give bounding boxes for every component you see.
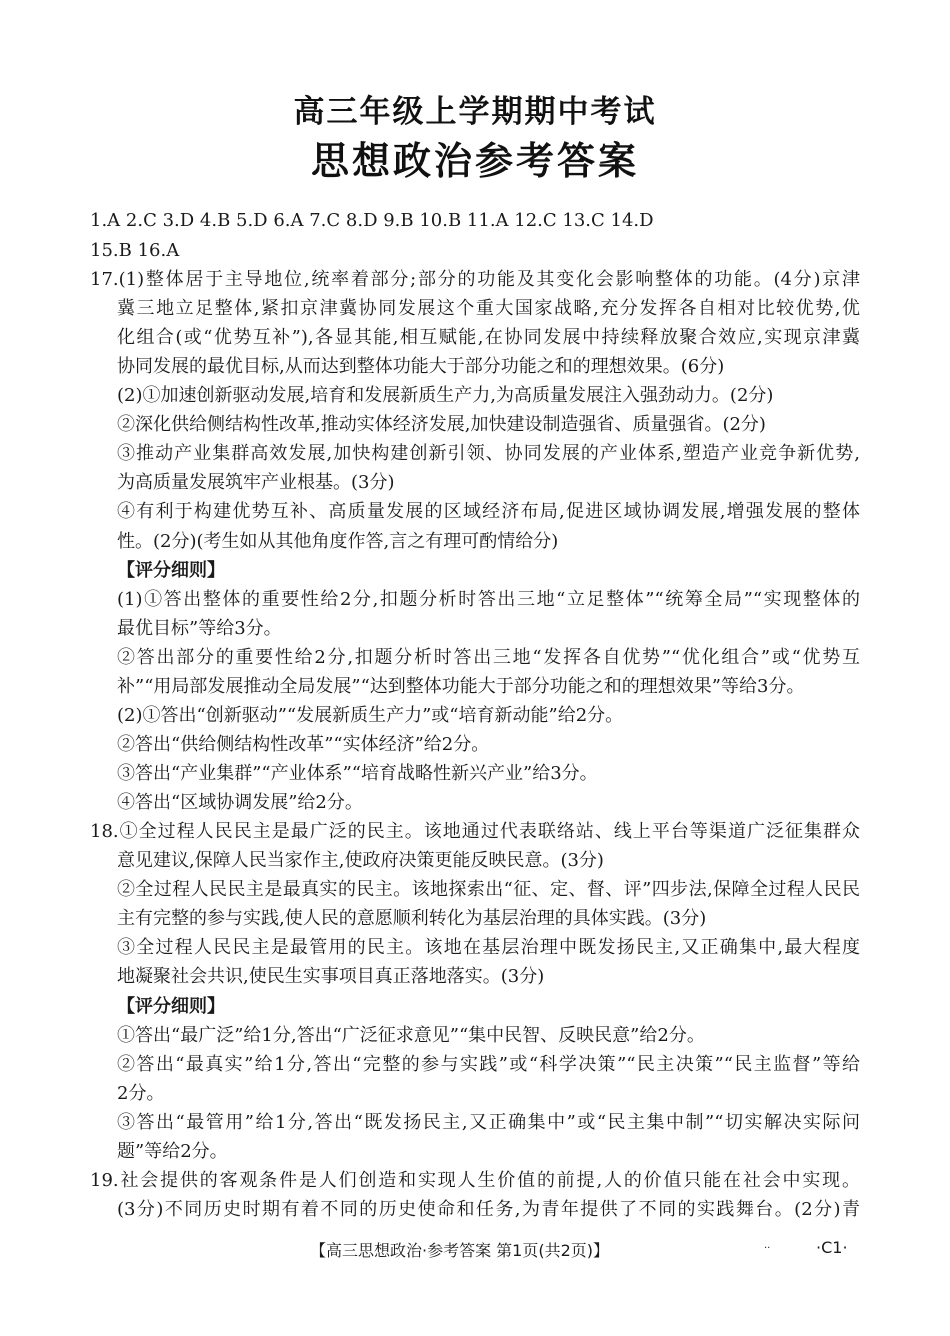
q17-rubric-line: ④答出“区域协调发展”给2分。 [117,792,363,813]
footer-code: ·C1· [816,1238,848,1257]
q18-rubric-line: ②答出“最真实”给1分,答出“完整的参与实践”或“科学决策”“民主决策”“民主监督”等给 [117,1054,860,1075]
rubric-heading: 【评分细则】 [117,560,225,581]
q18-line: 地凝聚社会共识,使民生实事项目真正落地落实。(3分) [117,966,545,987]
q17-rubric-line: ②答出部分的重要性给2分,扣题分析时答出三地“发挥各自优势”“优化组合”或“优势互 [117,647,860,668]
q18-line: 主有完整的参与实践,使人民的意愿顺利转化为基层治理的具体实践。(3分) [117,908,707,929]
rubric-heading: 【评分细则】 [117,996,225,1017]
q19-line: 19.社会提供的客观条件是人们创造和实现人生价值的前提,人的价值只能在社会中实现。 [90,1170,860,1191]
q17-line: (2)①加速创新驱动发展,培育和发展新质生产力,为高质量发展注入强劲动力。(2分) [117,385,774,406]
q17-rubric-line: ③答出“产业集群”“产业体系”“培育战略性新兴产业”给3分。 [117,763,598,784]
q18-rubric-line: 题”等给2分。 [117,1141,228,1162]
answer-key-row: 1.A 2.C 3.D 4.B 5.D 6.A 7.C 8.D 9.B 10.B 11.A 12.C 13.C 14.D [90,210,654,231]
q17-line: ④有利于构建优势互补、高质量发展的区域经济布局,促进区域协调发展,增强发展的整体 [117,501,860,522]
q17-rubric-line: (1)①答出整体的重要性给2分,扣题分析时答出三地“立足整体”“统筹全局”“实现整体的 [117,589,860,610]
q18-rubric-line: ①答出“最广泛”给1分,答出“广泛征求意见”“集中民智、反映民意”给2分。 [117,1025,705,1046]
q18-line: ②全过程人民民主是最真实的民主。该地探索出“征、定、督、评”四步法,保障全过程人民民 [117,879,860,900]
footer-dots: .. [764,1240,771,1251]
q17-line: ③推动产业集群高效发展,加快构建创新引领、协同发展的产业体系,塑造产业竞争新优势, [117,443,860,464]
q17-rubric-line: 补”“用局部发展推动全局发展”“达到整体功能大于部分功能之和的理想效果”等给3分。 [117,676,805,697]
q18-line: 18.①全过程人民民主是最广泛的民主。该地通过代表联络站、线上平台等渠道广泛征集群众 [90,821,860,842]
q17-line: 冀三地立足整体,紧扣京津冀协同发展这个重大国家战略,充分发挥各自相对比较优势,优 [117,298,860,319]
q17-rubric-line: 最优目标”等给3分。 [117,618,282,639]
q18-line: ③全过程人民民主是最管用的民主。该地在基层治理中既发扬民主,又正确集中,最大程度 [117,937,860,958]
exam-subtitle: 思想政治参考答案 [310,139,639,183]
q18-rubric-line: ③答出“最管用”给1分,答出“既发扬民主,又正确集中”或“民主集中制”“切实解决实际问 [117,1112,860,1133]
answer-key-row: 15.B 16.A [90,240,180,261]
q18-rubric-line: 2分。 [117,1083,165,1104]
exam-title: 高三年级上学期期中考试 [293,94,657,130]
q17-line: 17.(1)整体居于主导地位,统率着部分;部分的功能及其变化会影响整体的功能。(4分)京津 [90,269,860,290]
q17-rubric-line: ②答出“供给侧结构性改革”“实体经济”给2分。 [117,734,490,755]
q17-line: 化组合(或“优势互补”),各显其能,相互赋能,在协同发展中持续释放聚合效应,实现京津冀 [117,327,860,348]
footer-page-info: 【高三思想政治·参考答案 第1页(共2页)】 [310,1241,610,1260]
q17-line: 为高质量发展筑牢产业根基。(3分) [117,472,395,493]
q19-line: (3分)不同历史时期有着不同的历史使命和任务,为青年提供了不同的实践舞台。(2分)青 [117,1199,860,1220]
q17-rubric-line: (2)①答出“创新驱动”“发展新质生产力”或“培育新动能”给2分。 [117,705,624,726]
q17-line: 协同发展的最优目标,从而达到整体功能大于部分功能之和的理想效果。(6分) [117,356,725,377]
q17-line: ②深化供给侧结构性改革,推动实体经济发展,加快建设制造强省、质量强省。(2分) [117,414,766,435]
q17-line: 性。(2分)(考生如从其他角度作答,言之有理可酌情给分) [117,531,559,552]
q18-line: 意见建议,保障人民当家作主,使政府决策更能反映民意。(3分) [117,850,604,871]
